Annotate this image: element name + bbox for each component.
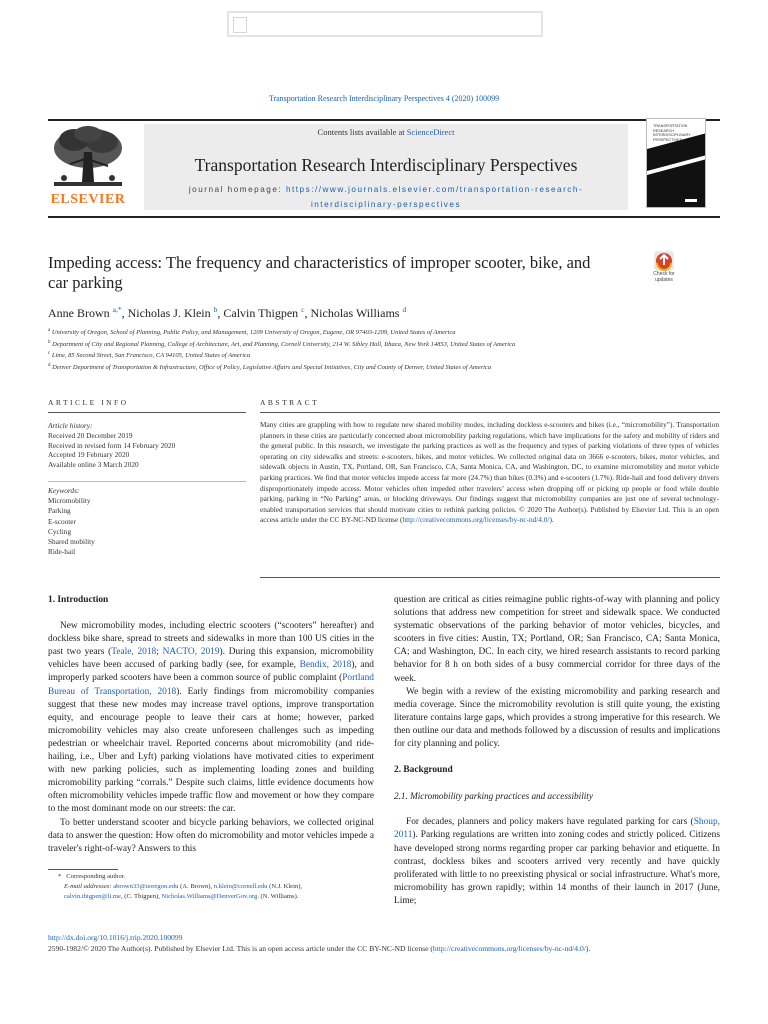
- author-sup[interactable]: c: [301, 305, 305, 314]
- footnote: [48, 872, 374, 902]
- sciencedirect-link[interactable]: ScienceDirect: [406, 127, 455, 137]
- author-list: Anne Brown $^{a,*}$, Nicholas J. Klein $^b$, Calvin Thigpen $^c$, Nicholas Williams $^d$: [48, 305, 407, 320]
- abstract-body: [260, 420, 719, 526]
- email-link[interactable]: calvin.thigpen@li.me: [64, 893, 121, 900]
- keyword: Shared mobility: [48, 537, 95, 547]
- footer-close: ).: [585, 944, 591, 953]
- affiliation: [48, 349, 720, 361]
- keyword: Parking: [48, 506, 71, 516]
- text: , (C. Thigpen),: [120, 893, 162, 900]
- background-subheading: 2.1. Micromobility parking practices and accessibility: [394, 791, 593, 802]
- cover-title: TRANSPORTATION RESEARCH INTERDISCIPLINARY PERSPECTIVES: [653, 124, 691, 142]
- email-link[interactable]: Nicholas.Williams@DenverGov.org: [161, 893, 258, 900]
- keywords-rule: [48, 481, 246, 482]
- header-rule-bottom: [48, 216, 720, 218]
- text: ), and improperly parked scooters have been a common source of public complaint (: [48, 660, 374, 684]
- footer-text: 2590-1982/© 2020 The Author(s). Published by Elsevier Ltd. This is an open access article under the CC BY-NC-ND license (: [48, 944, 433, 953]
- history-item: Received 20 December 2019: [48, 430, 133, 440]
- intro-paragraph-4: We begin with a review of the existing micromobility and parking research and media coverage. Since the micromobility revolution is still quite young, the existing literature contains large gaps, which provides a strong imperative for this research. We then outline our data and methods followed by a discussion of results and implications for city planning and policy.: [394, 686, 720, 750]
- keyword: Micromobility: [48, 496, 91, 506]
- email-addresses: [48, 882, 374, 902]
- elsevier-tree-icon: [48, 124, 128, 194]
- affiliation-text: Denver Department of Transportation & Infrastructure, Office of Policy, Legislative Affairs and Special Initiatives, City and County of Denver, United States of America: [52, 364, 492, 372]
- badge-line-1: Check for: [653, 271, 675, 277]
- footnote-star: *: [58, 873, 62, 880]
- body-right-column: [394, 594, 720, 908]
- history-label: Article history:: [48, 421, 93, 430]
- top-placeholder-box: [227, 11, 543, 37]
- email-label: E-mail addresses:: [64, 883, 114, 890]
- elsevier-wordmark: ELSEVIER: [50, 192, 126, 207]
- corresponding-text: Corresponding author.: [66, 873, 126, 880]
- author[interactable]: Nicholas Williams: [310, 306, 400, 320]
- author[interactable]: Calvin Thigpen: [223, 306, 299, 320]
- abstract-bottom-rule: [260, 577, 720, 578]
- text: ). During this expansion, micromobility vehicles have been accused of parking badly (see, for example,: [48, 647, 374, 671]
- keywords: [48, 486, 246, 557]
- check-for-updates-icon: [644, 251, 684, 273]
- affiliation: [48, 326, 720, 338]
- cover-graphic: [647, 119, 706, 208]
- abstract-text: Many cities are grappling with how to regulate new shared mobility modes, including dockless e-scooters and bikes (i.e., “micromobility”). Transportation planners in these cities are particularly concerned about micromobility parking regulations, which have implications for the safety and mobility of riders and the general public. In this research, we investigate the parking practices as well as the frequency and types of parking violations of three types of vehicles operating on city sidewalks and streets: e-scooters, bikes, and motor vehicles. We collected original data on 3666 e-scooters, bikes, motor vehicles, and sidewalk objects in Austin, TX, Portland, OR, San Francisco, CA, Santa Monica, CA, and Washington, DC, to examine micromobility and motor vehicle parking practices. We find that motor vehicles impede access far more (24.7%) than bikes (0.3%) and e-scooters (1.7%). Ride-hail and food delivery drivers disproportionately impede access. Motor vehicles often impeded other travelers’ access when dropping off or picking up people or food while double parking, parking in “No Parking” areas, or blocking driveways. Our findings suggest that micromobility companies are just one of several technology-enabled transportation services that should motivate cities to rethink parking policies.: [260, 420, 719, 514]
- page-footer: [48, 932, 720, 954]
- abstract-license-link[interactable]: http://creativecommons.org/licenses/by-nc-nd/4.0/: [402, 515, 550, 525]
- journal-homepage: [144, 182, 628, 212]
- intro-paragraph-1: [48, 620, 374, 816]
- background-heading: 2. Background: [394, 765, 453, 776]
- author-sup[interactable]: a,*: [112, 305, 122, 314]
- affiliation: [48, 361, 720, 373]
- background-paragraph-1: [394, 816, 720, 908]
- homepage-link-1[interactable]: https://www.journals.elsevier.com/transportation-research-: [285, 185, 584, 194]
- homepage-label: journal homepage:: [188, 185, 286, 194]
- corresponding-note: [48, 872, 374, 882]
- text: ;: [156, 647, 163, 658]
- affiliation-sup: d: [48, 362, 51, 368]
- article-history: [48, 421, 246, 470]
- footer-license: [48, 943, 720, 954]
- homepage-link-2[interactable]: interdisciplinary-perspectives: [310, 200, 462, 209]
- author-sup[interactable]: d: [402, 305, 407, 314]
- badge-text: [644, 272, 684, 283]
- affiliations: [48, 326, 720, 373]
- header-rule-top: [48, 119, 720, 121]
- author[interactable]: Anne Brown: [48, 306, 110, 320]
- journal-citation[interactable]: Transportation Research Interdisciplinary Perspectives 4 (2020) 100099: [268, 94, 500, 103]
- article-info-rule: [48, 412, 246, 413]
- text: ). Early findings from micromobility companies suggest that these new modes may increase travel options, improve transportation equity, and encourage people to leave their cars at home; however, parked micromobility vehicles may also create unforeseen challenges such as impeding pedestrian or wheelchair travel. Reported concerns about micromobility (and ride-hailing, i.e., Uber and Lyft) parking violations have motivated cities to experiment with new parking policies, such as implementing loading zones and building micromobility parking “corrals.” Despite such claims, little evidence documents how often micromobility vehicles impede traffic flow and movement or how they compare to the most dominant mode on our streets: the car.: [48, 686, 374, 815]
- abstract-rule: [260, 412, 720, 413]
- body-left-column: [48, 594, 374, 856]
- ref-link[interactable]: Teale, 2018: [111, 647, 157, 658]
- article-info-heading: ARTICLE INFO: [48, 398, 129, 407]
- author[interactable]: Nicholas J. Klein: [127, 306, 211, 320]
- history-item: Received in revised form 14 February 2020: [48, 440, 176, 450]
- contents-line: [144, 127, 628, 137]
- text: (N.J. Klein),: [267, 883, 303, 890]
- keyword: Ride-hail: [48, 547, 76, 557]
- intro-paragraph-3: question are critical as cities reimagine public rights-of-way with planning and policy solutions that address new competition for street and sidewalk space. We conducted systematic observations of the parking behavior of motor vehicles, bicycles, and scooters in five cities: Austin, TX; Portland, OR; San Francisco, CA; Santa Monica, CA; and Washington, DC. In each city, we hired research assistants to record parking behavior for 8 h on both sides of a busy commercial corridor for three days of the week.: [394, 595, 720, 684]
- affiliation-sup: a: [48, 328, 51, 333]
- text: . (N. Williams).: [257, 893, 299, 900]
- box-glyph: [233, 17, 247, 33]
- abstract-copyright: © 2020 The Author(s). Published by Elsevier Ltd. This is an open access article under the CC BY-NC-ND license (: [260, 504, 719, 525]
- intro-heading: 1. Introduction: [48, 595, 109, 605]
- ref-link[interactable]: Portland Bureau of Transportation, 2018: [48, 673, 374, 697]
- history-item: Accepted 19 February 2020: [48, 450, 130, 460]
- ref-link[interactable]: NACTO, 2019: [162, 647, 220, 658]
- text: ). Parking regulations are written into zoning codes and strictly policed. Citizens have developed strong norms regarding proper car parking behavior and etiquette. In contrast, dockless bikes and scooters arrived very recently and have quickly proliferated with little to no preexisting physical or social infrastructure. What's more, micromobility has grown rapidly; within 14 months of their launch in 2017 (June, Lime;: [394, 830, 720, 906]
- text: New micromobility modes, including electric scooters (“scooters” hereafter) and dockless bike share, spread to streets and sidewalks in more than 100 US cities in the past two years (: [48, 621, 374, 658]
- affiliation-sup: b: [48, 339, 51, 345]
- affiliation-text: University of Oregon, School of Planning, Public Policy, and Management, 1209 University of Oregon, Eugene, OR 97403-1209, United States of America: [51, 329, 456, 337]
- email-link[interactable]: n.klein@cornell.edu: [213, 883, 268, 890]
- doi-link[interactable]: http://dx.doi.org/10.1016/j.trip.2020.100099: [48, 933, 183, 942]
- footer-license-link[interactable]: http://creativecommons.org/licenses/by-nc-nd/4.0/: [432, 944, 586, 953]
- affiliation-text: Department of City and Regional Planning, College of Architecture, Art, and Planning, Cornell University, 214 W. Sibley Hall, Ithaca, New York 14853, United States of America: [52, 340, 516, 348]
- ref-link[interactable]: Shoup, 2011: [394, 817, 720, 841]
- affiliation-sup: c: [48, 351, 51, 357]
- footnote-rule: [48, 869, 118, 870]
- keywords-label: Keywords:: [48, 486, 80, 495]
- email-link[interactable]: abrown33@uoregon.edu: [113, 883, 179, 890]
- affiliation: [48, 338, 720, 350]
- text: For decades, planners and policy makers have regulated parking for cars (: [406, 817, 694, 828]
- ref-link[interactable]: Bendix, 2018: [299, 660, 352, 671]
- intro-paragraph-2: To better understand scooter and bicycle parking behaviors, we collected original data to answer the question: How often do micromobility and motor vehicles impede a traveler's right-of-way? Answers to this: [48, 817, 374, 854]
- affiliation-text: Lime, 85 Second Street, San Francisco, CA 94105, United States of America: [51, 352, 251, 360]
- text: (A. Brown),: [178, 883, 214, 890]
- check-for-updates-badge[interactable]: [644, 251, 684, 289]
- contents-prefix: Contents lists available at: [317, 127, 407, 137]
- abstract-close: ).: [549, 515, 554, 525]
- author-sup[interactable]: b: [213, 305, 218, 314]
- badge-line-2: updates: [655, 276, 673, 283]
- history-item: Available online 3 March 2020: [48, 460, 139, 470]
- abstract-heading: ABSTRACT: [260, 398, 320, 407]
- article-title: Impeding access: The frequency and characteristics of improper scooter, bike, and car parking: [48, 253, 591, 292]
- keyword: Cycling: [48, 526, 72, 536]
- journal-cover[interactable]: [646, 118, 706, 208]
- keyword: E-scooter: [48, 516, 76, 526]
- journal-title: Transportation Research Interdisciplinary Perspectives: [194, 155, 578, 175]
